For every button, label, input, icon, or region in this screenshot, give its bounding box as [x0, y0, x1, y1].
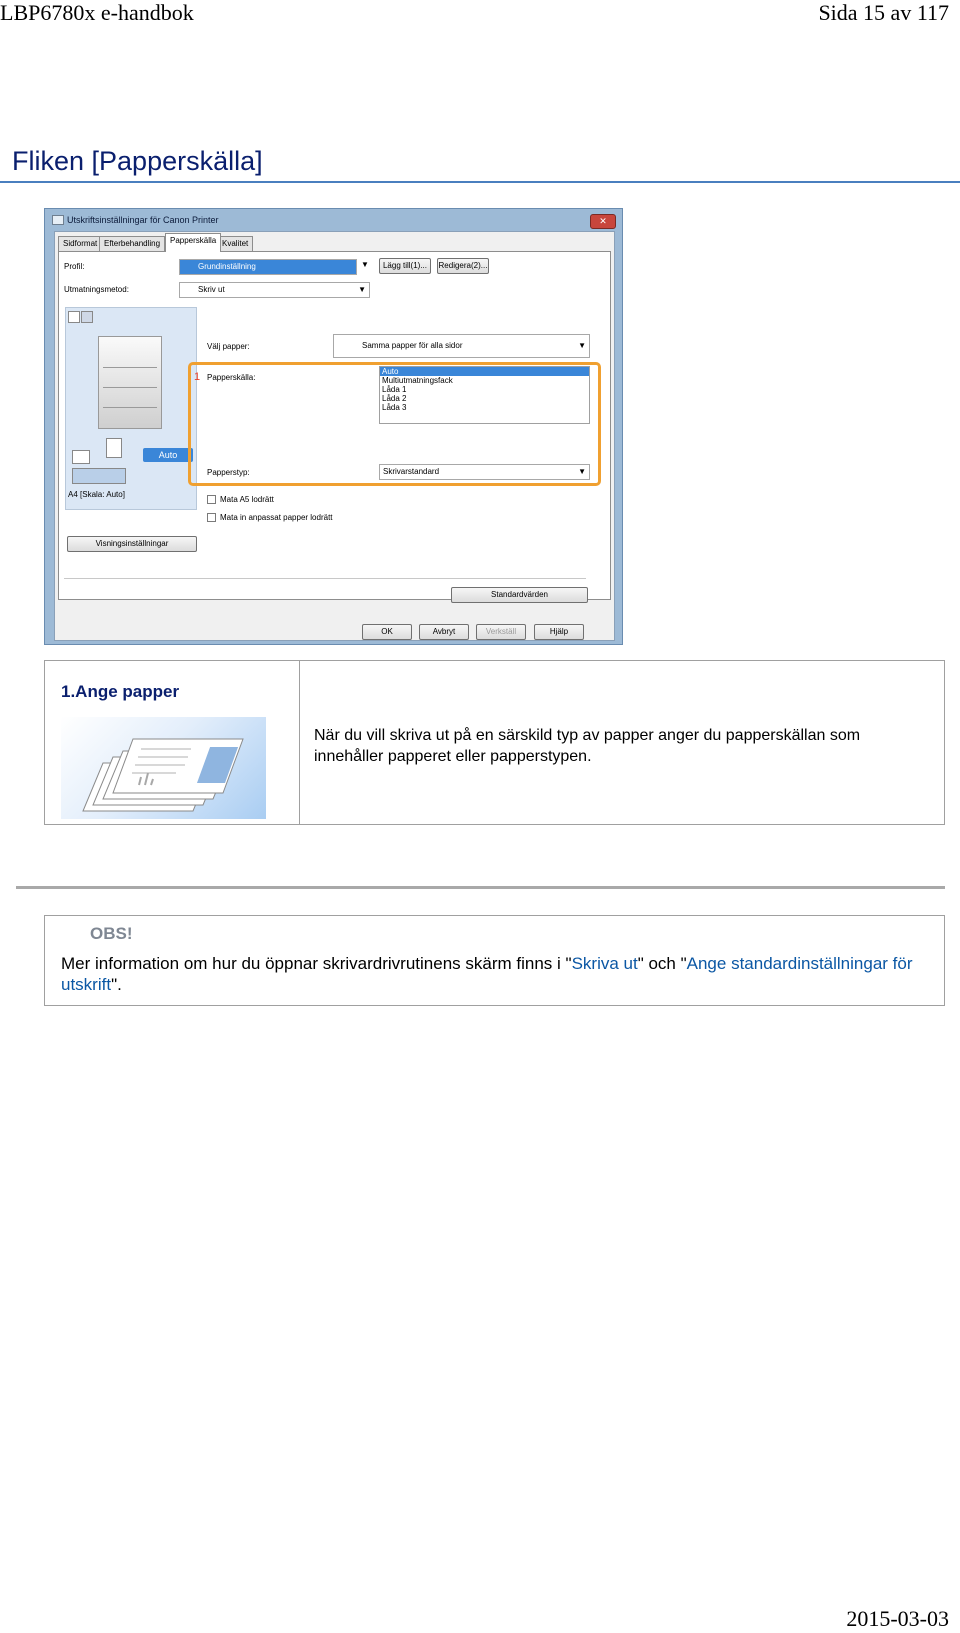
step-table — [44, 660, 945, 825]
note-text-middle: " och " — [637, 954, 687, 973]
print-settings-dialog — [44, 208, 623, 645]
chevron-down-icon: ▼ — [578, 341, 586, 350]
title-divider — [0, 181, 960, 183]
paper-stack-icon — [72, 450, 90, 464]
page-view-icon[interactable] — [68, 311, 80, 323]
tab-sidformat[interactable]: Sidformat — [58, 236, 102, 251]
callout-number: 1 — [194, 371, 201, 383]
profile-select[interactable] — [179, 259, 357, 275]
link-skriva-ut[interactable]: Skriva ut — [571, 954, 638, 973]
link-standard-settings[interactable]: Ange standardinställningar för utskrift — [61, 954, 913, 994]
paper-select-label: Välj papper: — [207, 342, 250, 351]
preview-pane — [65, 307, 197, 510]
list-item[interactable]: Låda 1 — [382, 385, 407, 394]
tab-efterbehandling[interactable]: Efterbehandling — [99, 236, 165, 251]
output-method-select[interactable] — [179, 282, 370, 298]
paper-stack-icon — [61, 717, 266, 819]
paper-source-list[interactable] — [379, 366, 590, 424]
profile-label: Profil: — [64, 262, 85, 271]
close-button[interactable]: ✕ — [590, 214, 616, 229]
view-settings-button[interactable]: Visningsinställningar — [67, 536, 197, 552]
note-box — [44, 915, 945, 1006]
output-method-label: Utmatningsmetod: — [64, 285, 129, 294]
printer-view-icon[interactable] — [81, 311, 93, 323]
chevron-down-icon: ▼ — [578, 467, 586, 476]
paper-icon — [106, 438, 122, 458]
divider — [64, 578, 586, 579]
list-item[interactable]: Multiutmatningsfack — [382, 376, 453, 385]
note-text — [61, 953, 931, 995]
feed-a5-label: Mata A5 lodrätt — [220, 495, 274, 504]
dialog-body — [54, 231, 615, 641]
paper-source-label: Papperskälla: — [207, 373, 256, 382]
paper-select-dropdown[interactable] — [333, 334, 590, 358]
orientation-icon — [72, 468, 126, 484]
page-title: Fliken [Papperskälla] — [12, 146, 263, 176]
paper-type-value: Skrivarstandard — [383, 467, 440, 476]
tab-panel — [58, 251, 611, 600]
note-text-end: ". — [111, 975, 122, 994]
preview-info: A4 [Skala: Auto] — [68, 490, 125, 499]
note-heading: OBS! — [90, 924, 133, 943]
table-divider — [299, 661, 300, 824]
tab-papperskalla[interactable]: Papperskälla — [165, 233, 221, 252]
profile-value: Grundinställning — [198, 262, 256, 271]
step-description: När du vill skriva ut på en särskild typ av papper anger du papperskällan som innehåller papperet eller papperstypen. — [314, 727, 861, 765]
feed-custom-label: Mata in anpassat papper lodrätt — [220, 513, 333, 522]
cancel-button[interactable]: Avbryt — [419, 624, 469, 640]
help-button[interactable]: Hjälp — [534, 624, 584, 640]
source-auto-indicator: Auto — [143, 448, 193, 462]
chevron-down-icon: ▼ — [358, 285, 366, 294]
note-text-start: Mer information om hur du öppnar skrivardrivrutinens skärm finns i " — [61, 954, 572, 973]
footer-date: 2015-03-03 — [846, 1606, 949, 1631]
paper-type-select[interactable] — [379, 464, 590, 480]
paper-select-value: Samma papper för alla sidor — [362, 341, 463, 350]
apply-button[interactable]: Verkställ — [476, 624, 526, 640]
tab-kvalitet[interactable]: Kvalitet — [217, 236, 253, 251]
paper-type-label: Papperstyp: — [207, 468, 250, 477]
dialog-title: Utskriftsinställningar för Canon Printer — [67, 215, 219, 225]
section-divider — [16, 886, 945, 889]
defaults-button[interactable]: Standardvärden — [451, 587, 588, 603]
ok-button[interactable]: OK — [362, 624, 412, 640]
document-title: LBP6780x e-handbok — [0, 0, 194, 25]
list-item[interactable]: Låda 2 — [382, 394, 407, 403]
feed-a5-checkbox[interactable] — [207, 495, 216, 504]
printer-image — [98, 336, 162, 429]
add-profile-button[interactable]: Lägg till(1)... — [379, 258, 431, 274]
feed-custom-checkbox[interactable] — [207, 513, 216, 522]
output-method-value: Skriv ut — [198, 285, 225, 294]
page-number: Sida 15 av 117 — [818, 0, 949, 25]
step-title: 1.Ange papper — [61, 682, 180, 701]
list-item[interactable]: Låda 3 — [382, 403, 407, 412]
printer-icon — [52, 215, 64, 225]
edit-profile-button[interactable]: Redigera(2)... — [437, 258, 489, 274]
chevron-down-icon[interactable]: ▼ — [361, 260, 369, 269]
list-item[interactable]: Auto — [380, 367, 589, 376]
